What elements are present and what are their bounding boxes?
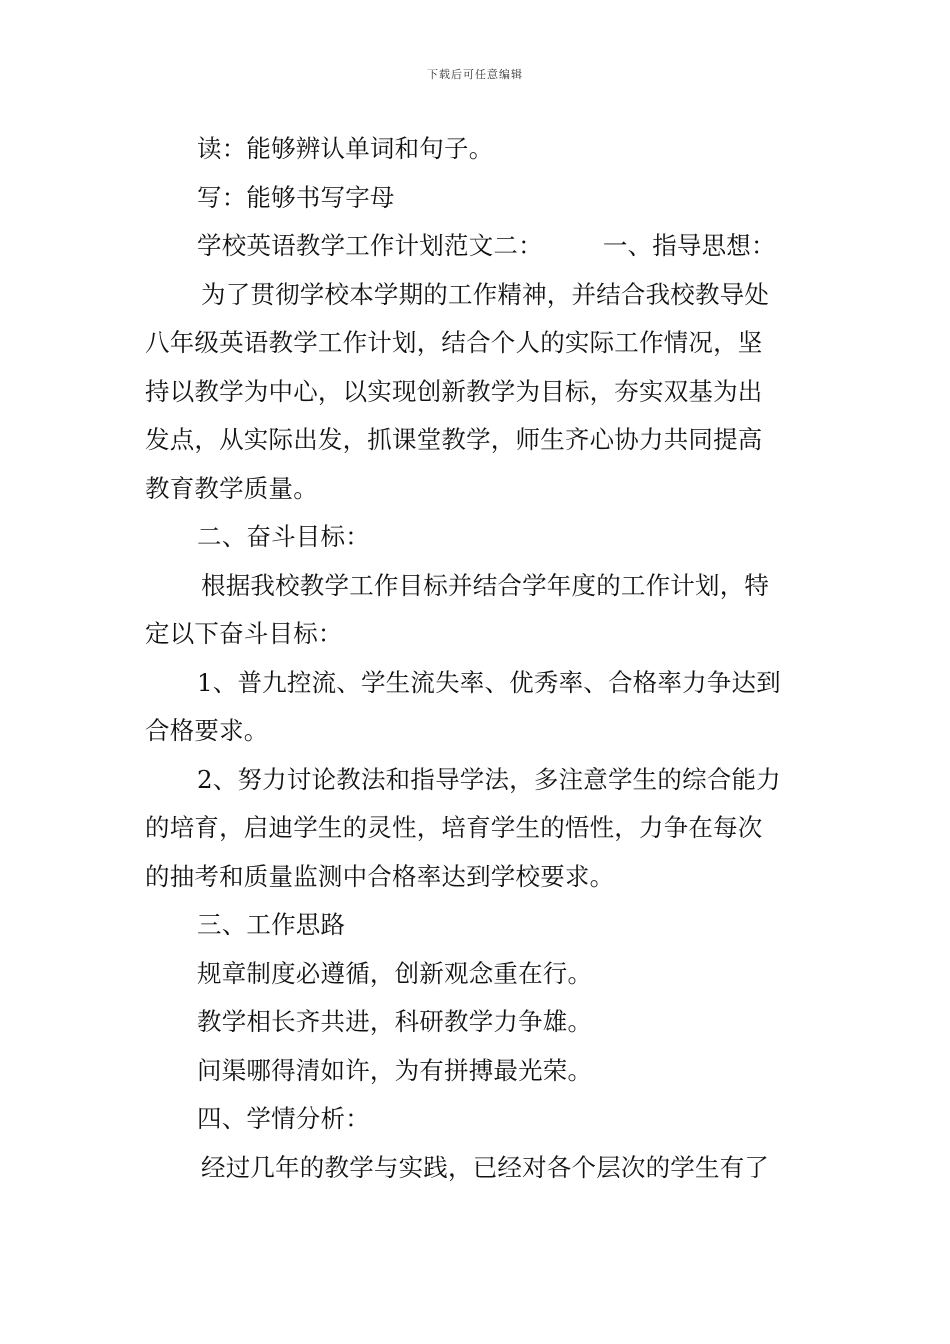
para1-line: 为了贯彻学校本学期的工作精神，并结合我校教导处 — [201, 279, 770, 309]
heading-student-analysis: 四、学情分析： — [197, 1104, 370, 1133]
para1-line: 八年级英语教学工作计划，结合个人的实际工作情况，坚 — [145, 328, 763, 357]
item2-line: 的培育，启迪学生的灵性，培育学生的悟性，力争在每次 — [145, 813, 763, 842]
heading-goals: 二、奋斗目标： — [197, 522, 370, 551]
heading-work-approach: 三、工作思路 — [197, 910, 346, 939]
para1-line: 持以教学为中心，以实现创新教学为目标，夯实双基为出 — [145, 376, 763, 406]
item2-line: 2、努力讨论教法和指导学法，多注意学生的综合能力 — [197, 764, 781, 794]
verse-line: 教学相长齐共进，科研教学力争雄。 — [197, 1007, 593, 1036]
verse-line: 规章制度必遵循，创新观念重在行。 — [197, 958, 593, 988]
doc-subtitle: 学校英语教学工作计划范文二： — [197, 231, 543, 260]
line-read: 读：能够辨认单词和句子。 — [197, 134, 494, 163]
para1-line: 教育教学质量。 — [145, 473, 318, 503]
item1-line: 合格要求。 — [145, 716, 269, 745]
para4-line: 经过几年的教学与实践，已经对各个层次的学生有了 — [201, 1152, 770, 1182]
verse-line: 问渠哪得清如许，为有拼搏最光荣。 — [197, 1055, 593, 1085]
heading-guiding-thought: 一、指导思想： — [602, 231, 776, 260]
page-header: 下载后可任意编辑 — [427, 68, 523, 81]
line-write: 写：能够书写字母 — [197, 182, 395, 212]
para1-line: 发点，从实际出发，抓课堂教学，师生齐心协力共同提高 — [145, 425, 763, 454]
item1-line: 1、普九控流、学生流失率、优秀率、合格率力争达到 — [197, 667, 781, 697]
item2-line: 的抽考和质量监测中合格率达到学校要求。 — [145, 861, 615, 891]
para2-line: 根据我校教学工作目标并结合学年度的工作计划，特 — [201, 570, 770, 600]
section-title-line — [145, 222, 810, 271]
document-body — [145, 125, 810, 1192]
para2-line: 定以下奋斗目标： — [145, 619, 343, 648]
